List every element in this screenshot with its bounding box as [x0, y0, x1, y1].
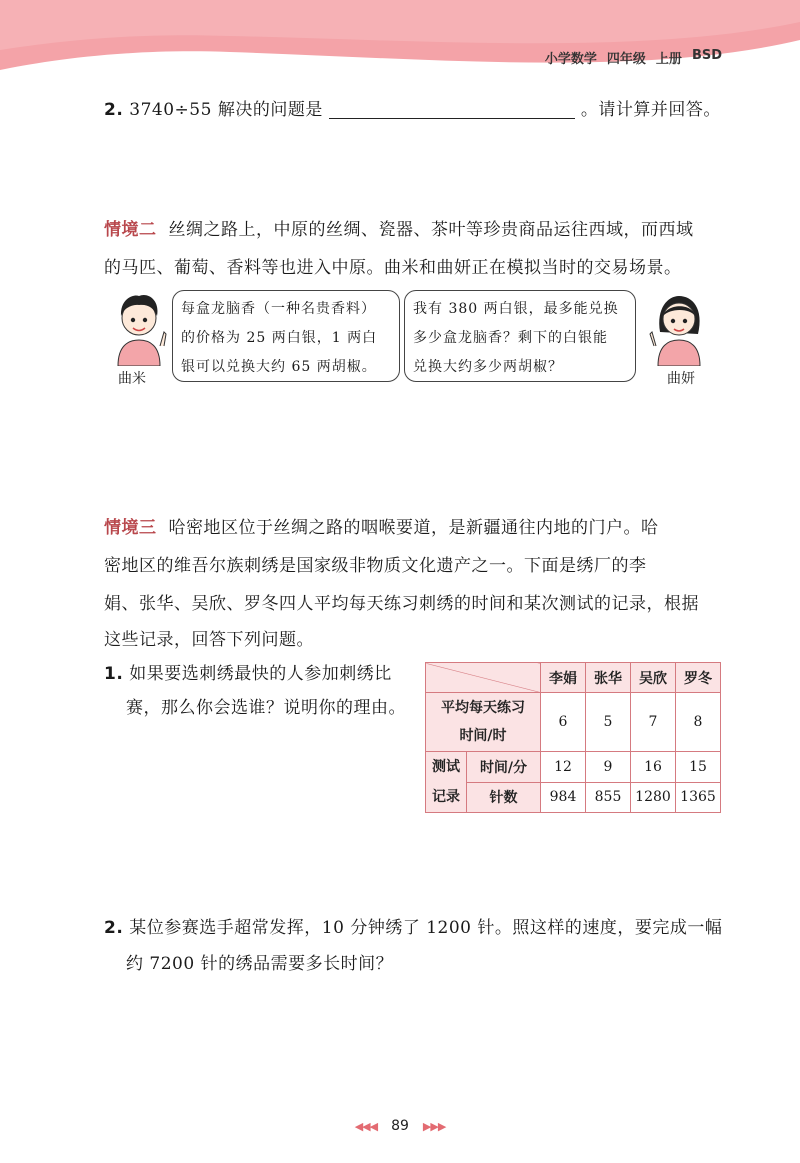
scenario2-line-1 [104, 212, 694, 248]
header-name-1: 李娟 [541, 663, 586, 693]
scenario2-text-1: 丝绸之路上，中原的丝绸、瓷器、茶叶等珍贵商品运往西域，而西域 [168, 220, 694, 240]
practice-label-cell [426, 693, 541, 752]
girl-illustration [648, 288, 710, 366]
boy-illustration [108, 288, 170, 366]
question-1-number: 1. [104, 664, 124, 684]
table-row-practice [426, 693, 721, 752]
stitch-value-3: 1280 [631, 782, 676, 813]
question-2-top [104, 92, 721, 128]
practice-value-3: 7 [631, 693, 676, 752]
test-label-2: 记录 [432, 789, 460, 805]
grade-label: 四年级 [606, 52, 646, 67]
header-band [0, 0, 800, 90]
scenario3-text-3: 娟、张华、吴欣、罗冬四人平均每天练习刺绣的时间和某次测试的记录，根据 [104, 594, 699, 614]
answer-blank[interactable] [329, 117, 575, 119]
edition-label: BSD [691, 48, 722, 63]
test-record-label-cell [426, 752, 467, 813]
page-number: 89 [391, 1118, 409, 1134]
volume-label: 上册 [655, 52, 682, 67]
header-name-3: 吴欣 [631, 663, 676, 693]
stitch-value-4: 1365 [676, 782, 721, 813]
scenario3-line-3 [104, 586, 699, 622]
table-header-row [426, 663, 721, 693]
scenario2-text-2: 的马匹、葡萄、香料等也进入中原。曲米和曲妍正在模拟当时的交易场景。 [104, 258, 682, 278]
scenario3-line-1 [104, 510, 659, 546]
speech-bubble-boy [172, 290, 400, 382]
question-1-text-1: 如果要选刺绣最快的人参加刺绣比 [129, 664, 392, 684]
boy-name: 曲米 [118, 371, 146, 387]
time-label-cell: 时间/分 [467, 752, 541, 783]
time-value-1: 12 [541, 752, 586, 783]
stitch-value-2: 855 [586, 782, 631, 813]
question-1-text-2: 赛，那么你会选谁？说明你的理由。 [126, 698, 406, 718]
question-2-line-2 [126, 946, 393, 982]
scenario3-text-1: 哈密地区位于丝绸之路的咽喉要道，是新疆通往内地的门户。哈 [168, 518, 659, 538]
time-value-2: 9 [586, 752, 631, 783]
practice-value-2: 5 [586, 693, 631, 752]
question-1-line-2 [126, 690, 406, 726]
bubble-boy-line-3: 银可以兑换大约 65 两胡椒。 [181, 359, 377, 375]
right-arrows-icon: ▶▶▶ [422, 1119, 446, 1133]
embroidery-record-table [425, 662, 721, 813]
left-arrows-icon: ◀◀◀ [354, 1119, 378, 1133]
question-2-line-1 [104, 910, 722, 946]
header-name-2: 张华 [586, 663, 631, 693]
practice-label-1: 平均每天练习 [441, 700, 525, 716]
question-number: 2. [104, 100, 124, 120]
practice-label-2: 时间/时 [459, 728, 507, 744]
practice-value-4: 8 [676, 693, 721, 752]
test-label-1: 测试 [432, 759, 460, 775]
question-2-text-2: 约 7200 针的绣品需要多长时间？ [126, 954, 394, 974]
scenario2-tag: 情境二 [104, 220, 157, 240]
scenario3-line-4 [104, 622, 314, 658]
bubble-girl-line-2: 多少盒龙脑香？剩下的白银能 [413, 330, 608, 346]
question-2-text-1: 某位参赛选手超常发挥，10 分钟绣了 1200 针。照这样的速度，要完成一幅 [129, 918, 723, 938]
table-row-stitches [426, 782, 721, 813]
subject-label: 小学数学 [544, 52, 597, 67]
page-footer [0, 1118, 800, 1134]
time-value-3: 16 [631, 752, 676, 783]
scenario3-text-2: 密地区的维吾尔族刺绣是国家级非物质文化遗产之一。下面是绣厂的李 [104, 556, 647, 576]
time-value-4: 15 [676, 752, 721, 783]
question-2-number: 2. [104, 918, 124, 938]
bubble-boy-line-2: 的价格为 25 两白银，1 两白 [181, 330, 378, 346]
scenario2-line-2 [104, 250, 682, 286]
table-row-time [426, 752, 721, 783]
bubble-girl-line-3: 兑换大约多少两胡椒？ [413, 359, 563, 375]
scenario3-line-2 [104, 548, 647, 584]
bubble-girl-line-1: 我有 380 两白银，最多能兑换 [413, 301, 619, 317]
stitch-value-1: 984 [541, 782, 586, 813]
girl-name: 曲妍 [667, 371, 695, 387]
bubble-boy-line-1: 每盒龙脑香（一种名贵香料） [181, 301, 376, 317]
practice-value-1: 6 [541, 693, 586, 752]
scenario3-text-4: 这些记录，回答下列问题。 [104, 630, 314, 650]
stitch-label-cell: 针数 [467, 782, 541, 813]
speech-bubble-girl [404, 290, 636, 382]
question-1-line-1 [104, 656, 392, 692]
scenario3-tag: 情境三 [104, 518, 157, 538]
header-name-4: 罗冬 [676, 663, 721, 693]
question-text-after: 。请计算并回答。 [580, 100, 721, 120]
table-corner-cell [426, 663, 541, 693]
question-text-before: 3740÷55 解决的问题是 [129, 100, 323, 120]
book-meta [545, 48, 722, 67]
